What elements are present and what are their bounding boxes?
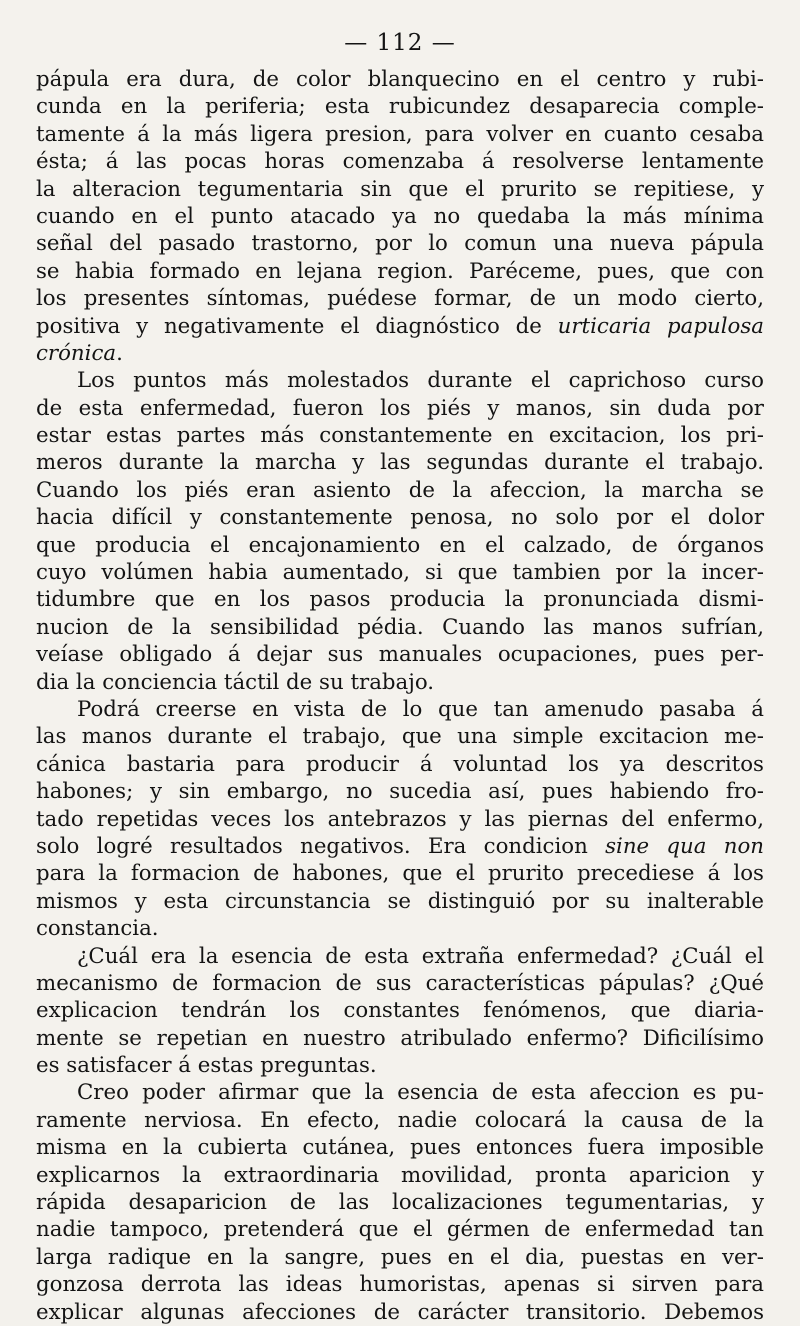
text-line: las manos durante el trabajo, que una simple excitacion me- xyxy=(36,724,764,750)
text-line: Los puntos más molestados durante el caprichoso curso xyxy=(77,368,764,394)
text-line: señal del pasado trastorno, por lo comun una nueva pápula xyxy=(36,231,764,257)
text-line: se habia formado en lejana region. Paréceme, pues, que con xyxy=(36,258,764,284)
text-line: explicar algunas afecciones de carácter transitorio. Debemos xyxy=(36,1299,764,1325)
text-line: cánica bastaria para producir á voluntad los ya descritos xyxy=(36,751,764,777)
text-line: mente se repetian en nuestro atribulado enfermo? Dificilísimo xyxy=(36,1025,764,1051)
text-line xyxy=(36,313,764,340)
text-line: larga radique en la sangre, pues en el dia, puestas en ver- xyxy=(36,1244,764,1270)
text-line: es satisfacer á estas preguntas. xyxy=(36,1053,377,1079)
text-line: ramente nerviosa. En efecto, nadie colocará la causa de la xyxy=(36,1107,764,1133)
text-line: nucion de la sensibilidad pédia. Cuando las manos sufrían, xyxy=(36,614,764,640)
text-line xyxy=(36,833,764,860)
page-number: — 112 — xyxy=(344,30,456,56)
text-line: Cuando los piés eran asiento de la afeccion, la marcha se xyxy=(36,477,764,503)
text-line: Podrá creerse en vista de lo que tan amenudo pasaba á xyxy=(77,696,764,722)
text-run: positiva y negativamente el diagnóstico de xyxy=(36,313,558,339)
paragraph xyxy=(36,66,764,367)
text-line: tamente á la más ligera presion, para volver en cuanto cesaba xyxy=(36,121,764,147)
text-line: de esta enfermedad, fueron los piés y manos, sin duda por xyxy=(36,395,764,421)
text-line: tado repetidas veces los antebrazos y las piernas del enfermo, xyxy=(36,806,764,832)
text-line: la alteracion tegumentaria sin que el prurito se repitiese, y xyxy=(36,176,764,202)
text-line: mismos y esta circunstancia se distinguió por su inalterable xyxy=(36,888,764,914)
paragraph xyxy=(36,696,764,943)
text-line: que producia el encajonamiento en el calzado, de órganos xyxy=(36,532,764,558)
italic-term: urticaria papulosa xyxy=(557,313,764,339)
text-line: veíase obligado á dejar sus manuales ocupaciones, pues per- xyxy=(36,642,764,668)
text-line: gonzosa derrota las ideas humoristas, apenas si sirven para xyxy=(36,1272,764,1298)
text-line: ¿Cuál era la esencia de esta extraña enfermedad? ¿Cuál el xyxy=(77,943,764,969)
text-line: cunda en la periferia; esta rubicundez desaparecia comple- xyxy=(36,94,764,120)
text-run: . xyxy=(116,340,123,366)
text-line: estar estas partes más constantemente en excitacion, los pri- xyxy=(36,423,764,449)
text-line: ésta; á las pocas horas comenzaba á resolverse lentamente xyxy=(36,149,764,175)
text-line: hacia difícil y constantemente penosa, no solo por el dolor xyxy=(36,505,764,531)
text-line: constancia. xyxy=(36,916,159,942)
text-line: pápula era dura, de color blanquecino en el centro y rubi- xyxy=(36,67,764,92)
body-text xyxy=(36,66,764,1326)
text-line: explicarnos la extraordinaria movilidad, pronta aparicion y xyxy=(36,1162,764,1188)
text-line xyxy=(36,340,764,367)
text-line: cuyo volúmen habia aumentado, si que tambien por la incer- xyxy=(36,560,764,586)
text-line: dia la conciencia táctil de su trabajo. xyxy=(36,669,435,695)
text-line: rápida desaparicion de las localizaciones tegumentarias, y xyxy=(36,1190,764,1216)
text-line: Creo poder afirmar que la esencia de esta afeccion es pu- xyxy=(77,1080,764,1106)
text-line: explicacion tendrán los constantes fenómenos, que diaria- xyxy=(36,998,764,1024)
text-line: cuando en el punto atacado ya no quedaba la más mínima xyxy=(36,203,764,229)
text-line: mecanismo de formacion de sus características pápulas? ¿Qué xyxy=(36,970,764,996)
text-line: misma en la cubierta cutánea, pues entonces fuera imposible xyxy=(36,1135,764,1161)
italic-term: sine qua non xyxy=(605,833,764,859)
text-line: para la formacion de habones, que el prurito precediese á los xyxy=(36,861,764,887)
paragraph xyxy=(36,1079,764,1326)
text-line: nadie tampoco, pretenderá que el gérmen de enfermedad tan xyxy=(36,1217,764,1243)
text-line: tidumbre que en los pasos producia la pronunciada dismi- xyxy=(36,587,764,613)
text-run: solo logré resultados negativos. Era condicion xyxy=(36,833,606,859)
text-line: meros durante la marcha y las segundas durante el trabajo. xyxy=(36,450,764,476)
italic-term: crónica xyxy=(36,340,117,366)
text-line: los presentes síntomas, puédese formar, de un modo cierto, xyxy=(36,286,764,312)
text-line: habones; y sin embargo, no sucedia así, pues habiendo fro- xyxy=(36,779,764,805)
paragraph xyxy=(36,367,764,696)
paragraph xyxy=(36,943,764,1080)
